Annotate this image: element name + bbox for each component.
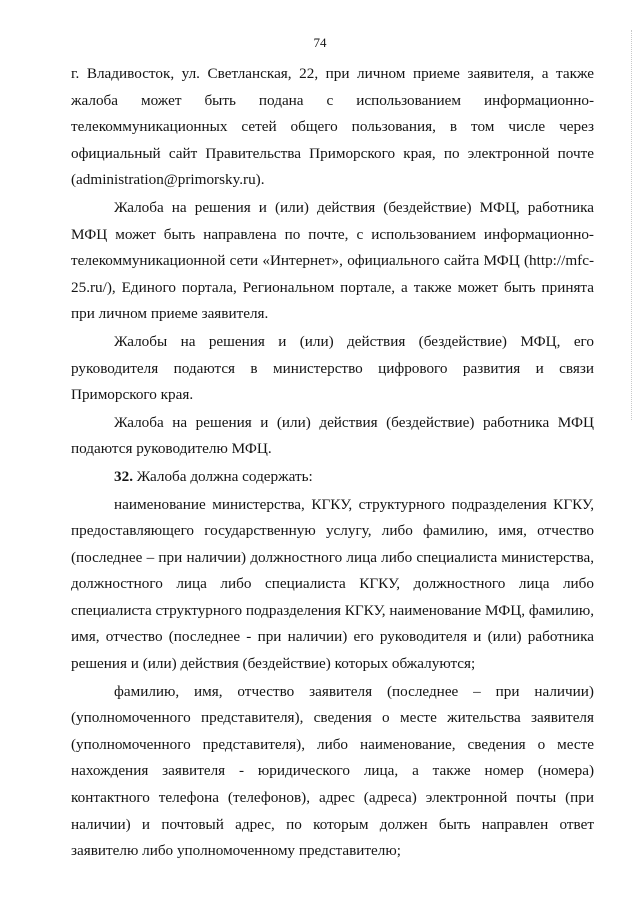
page-number: 74	[313, 35, 327, 50]
paragraph-authority-name-item: наименование министерства, КГКУ, структурного подразделения КГКУ, предоставляющего государственную услугу, либо фамилию, имя, отчество (последнее – при наличии) должностного лица либо специалиста министерства, должностного лица либо специалиста КГКУ, должностного лица либо специалиста структурного подразделения КГКУ, наименование МФЦ, фамилию, имя, отчество (последнее - при наличии) его руководителя и (или) работника решения и (или) действия (бездействие) которых обжалуются;	[71, 495, 594, 673]
paragraph-complaint-mfc-employee: Жалоба на решения и (или) действия (бездействие) работника МФЦ подаются руководителю МФЦ.	[71, 413, 594, 458]
paragraph-complaint-mfc-head: Жалобы на решения и (или) действия (бездействие) МФЦ, его руководителя подаются в министерство цифрового развития и связи Приморского края.	[71, 332, 594, 404]
section-number: 32.	[114, 467, 133, 485]
document-body	[71, 61, 594, 865]
scan-edge-artifact	[631, 30, 632, 420]
paragraph-complaint-mfc-channels: Жалоба на решения и (или) действия (бездействие) МФЦ, работника МФЦ может быть направлена по почте, с использованием информационно-телекоммуникационной сети «Интернет», официального сайта МФЦ (http://mfc-25.ru/), Единого портала, Региональном портале, а также может быть принята при личном приеме заявителя.	[71, 198, 594, 323]
section-heading-text: Жалоба должна содержать:	[132, 467, 313, 485]
paragraph-complaint-submission-address: г. Владивосток, ул. Светланская, 22, при личном приеме заявителя, а также жалоба может быть подана с использованием информационно-телекоммуникационных сетей общего пользования, в том числе через официальный сайт Правительства Приморского края, по электронной почте (administration@primorsky.ru).	[71, 65, 594, 189]
paragraph-applicant-details-item: фамилию, имя, отчество заявителя (последнее – при наличии) (уполномоченного представителя), сведения о месте жительства заявителя (уполномоченного представителя), либо наименование, сведения о месте нахождения заявителя - юридического лица, а также номер (номера) контактного телефона (телефонов), адрес (адреса) электронной почты (при наличии) и почтовый адрес, по которым должен быть направлен ответ заявителю либо уполномоченному представителю;	[71, 682, 594, 860]
paragraph-complaint-contents-heading	[71, 464, 594, 491]
